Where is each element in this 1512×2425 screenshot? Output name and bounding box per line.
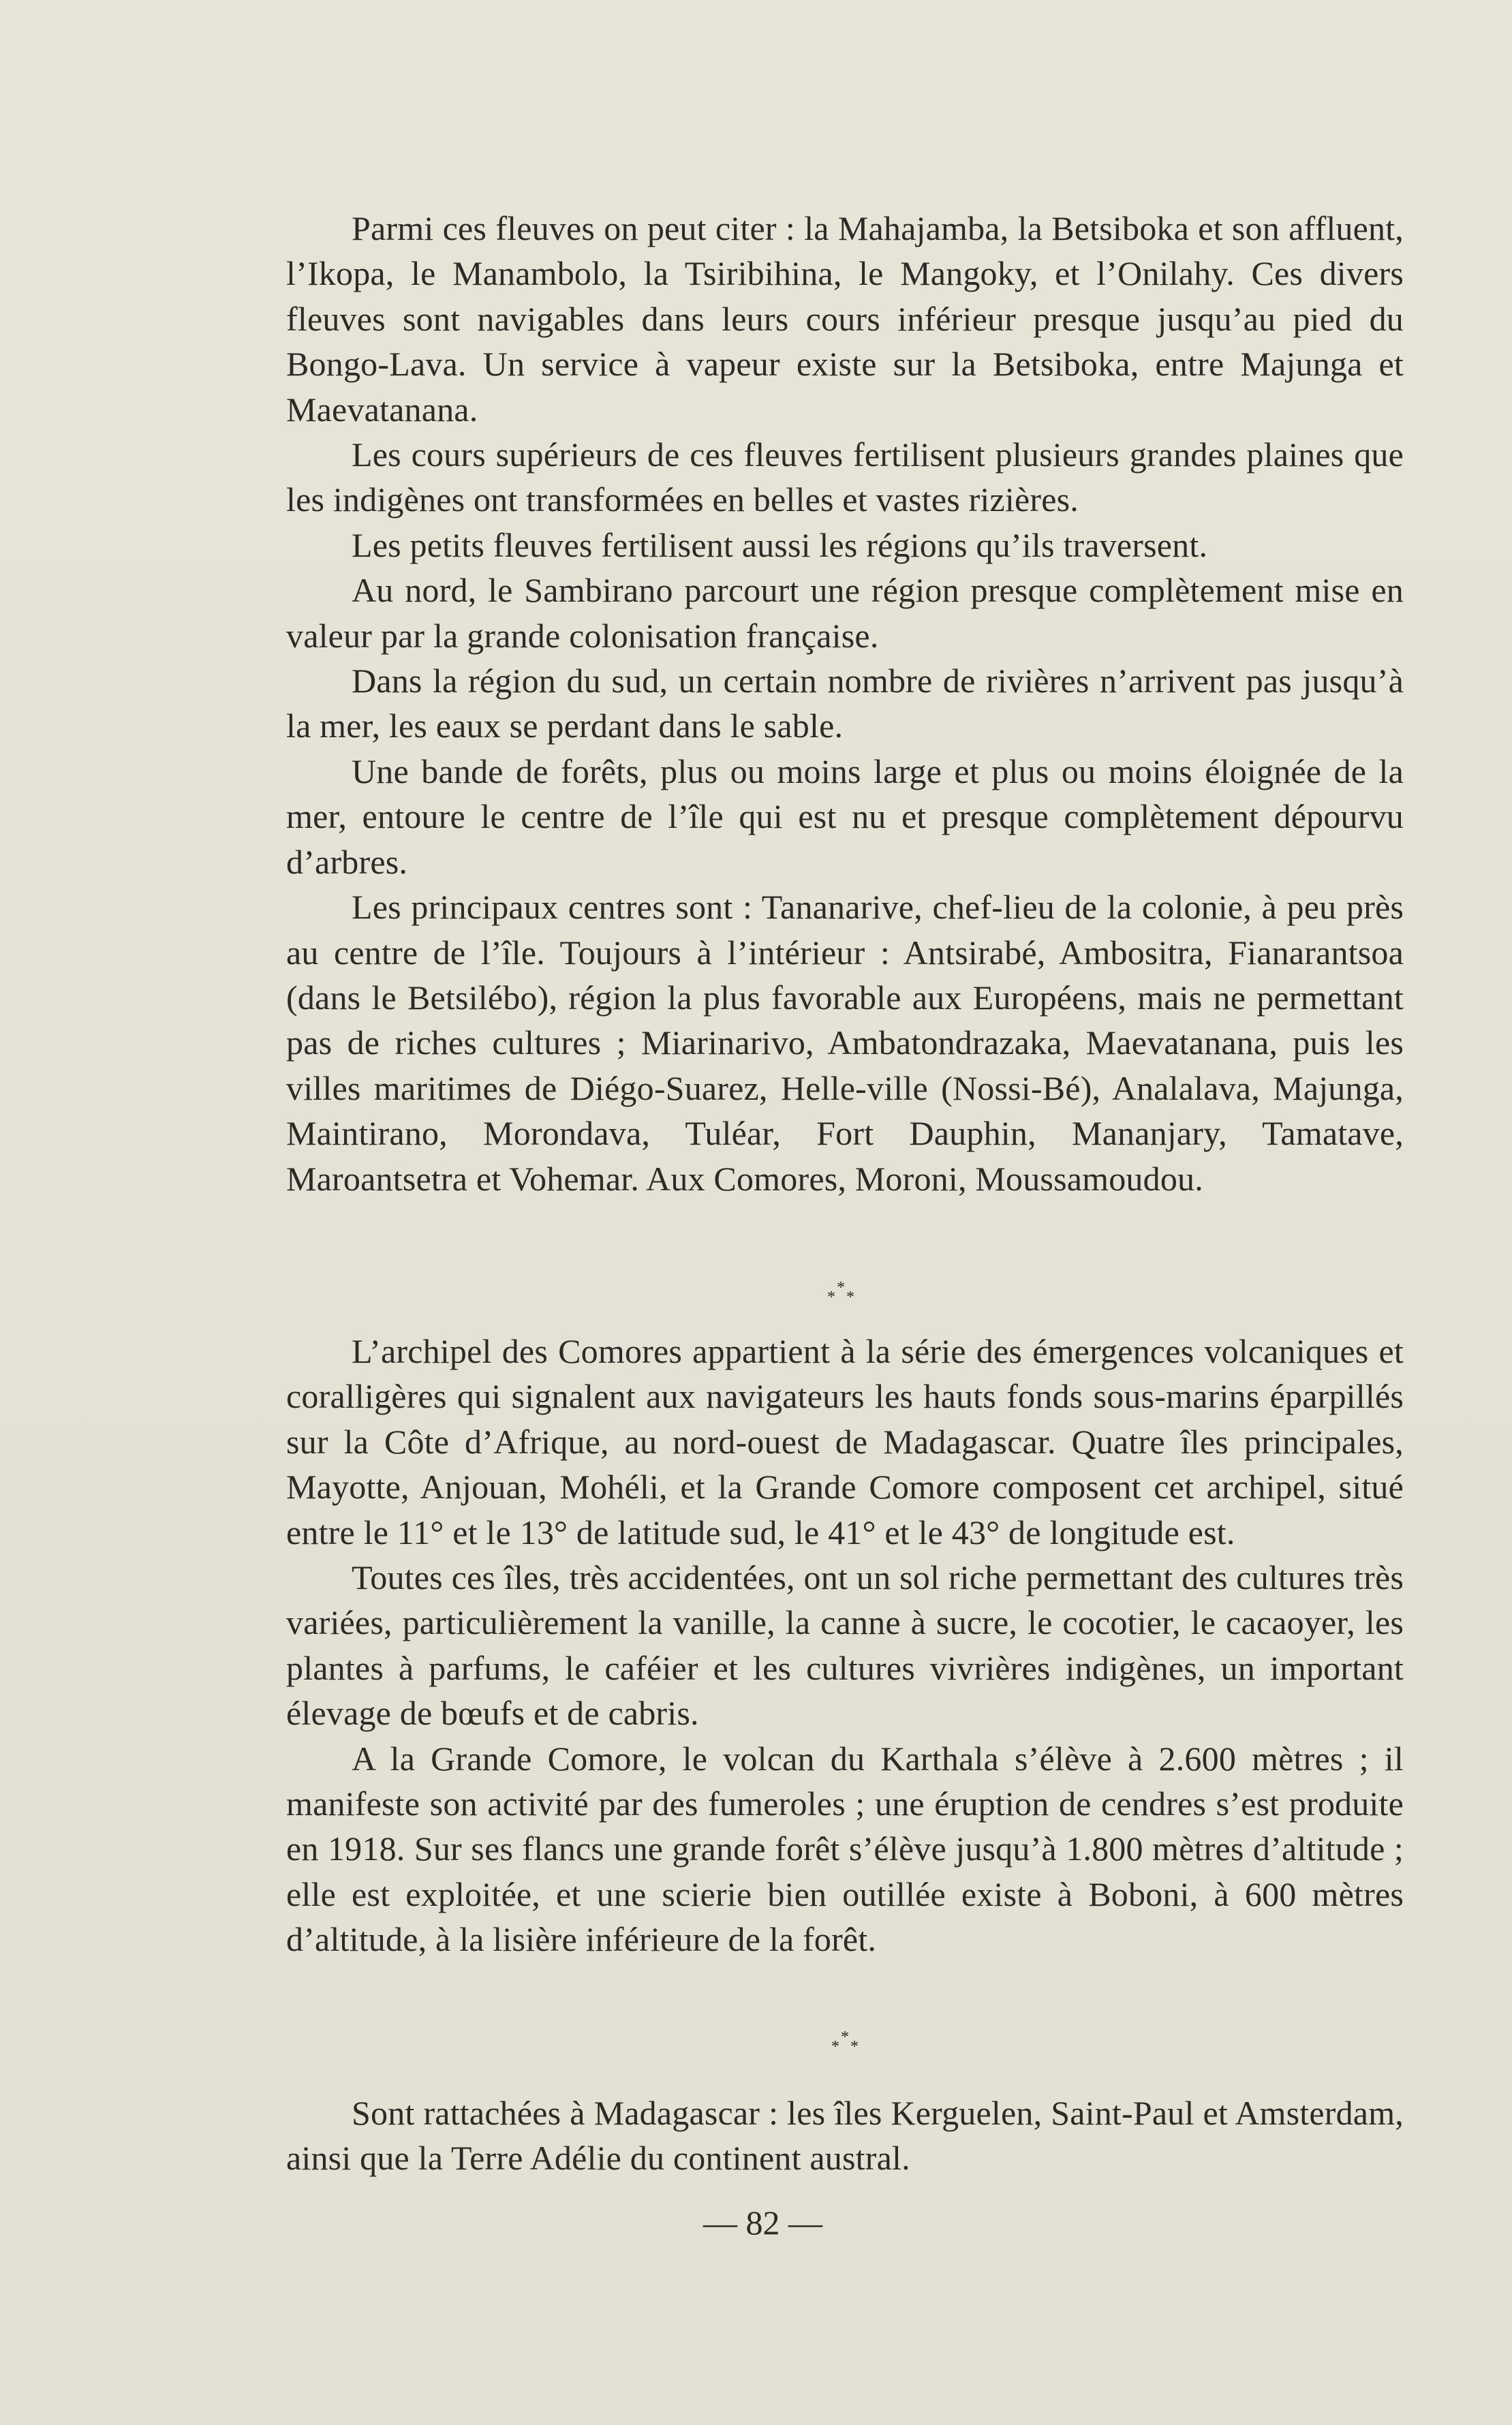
paragraph: Toutes ces îles, très accidentées, ont un sol riche permettant des cultures très variées, particulièrement la vanille, la canne à sucre, le cocotier, le cacaoyer, les plantes à parfums, le caféier et les cultures vivrières indigènes, un important élevage de bœufs et de cabris. — [286, 1558, 1404, 1733]
section-comoros — [286, 1329, 1404, 1962]
paragraph: Parmi ces fleuves on peut citer : la Mahajamba, la Betsiboka et son affluent, l’Ikopa, le Manambolo, la Tsiribihina, le Mangoky, et l’Onilahy. Ces divers fleuves sont navigables dans leurs cours inférieur presque jusqu’au pied du Bongo-Lava. Un service à vapeur existe sur la Betsiboka, entre Majunga et Maevatanana. — [286, 209, 1404, 429]
paragraph: Les petits fleuves fertilisent aussi les régions qu’ils traversent. — [352, 525, 1208, 564]
paragraph: L’archipel des Comores appartient à la série des émergences volcaniques et coralligères qui signalent aux navigateurs les hauts fonds sous-marins éparpillés sur la Côte d’Afrique, au nord-ouest de Madagascar. Quatre îles principales, Mayotte, Anjouan, Mohéli, et la Grande Comore composent cet archipel, situé entre le 11° et le 13° de latitude sud, le 41° et le 43° de longitude est. — [286, 1332, 1404, 1551]
asterisk: * — [827, 1288, 835, 1306]
asterisk: * — [831, 2038, 839, 2056]
paragraph: Les principaux centres sont : Tananarive, chef-lieu de la colonie, à peu près au centre de l’île. Toujours à l’intérieur : Antsirabé, Ambositra, Fianarantsoa (dans le Betsilébo), région la plus favorable aux Européens, mais ne permettant pas de riches cultures ; Miarinarivo, Ambatondrazaka, Maevatanana, puis les villes maritimes de Diégo-Suarez, Helle-ville (Nossi-Bé), Analalava, Majunga, Maintirano, Morondava, Tuléar, Fort Dauphin, Mananjary, Tamatave, Maroantsetra et Vohemar. Aux Comores, Moroni, Moussamoudou. — [286, 888, 1404, 1198]
section-rivers-and-cities — [286, 206, 1404, 1201]
section-attached-territories — [286, 2090, 1404, 2181]
page-number: — 82 — — [703, 2204, 822, 2242]
asterisk: * — [850, 2038, 859, 2056]
paragraph: Les cours supérieurs de ces fleuves fertilisent plusieurs grandes plaines que les indigènes ont transformées en belles et vastes rizières. — [286, 435, 1404, 519]
asterisk: * — [841, 2028, 849, 2046]
asterism-separator — [818, 1280, 872, 1310]
paragraph: Une bande de forêts, plus ou moins large et plus ou moins éloignée de la mer, entoure le centre de l’île qui est nu et presque complètement dépourvu d’arbres. — [286, 752, 1404, 881]
asterism-separator — [822, 2029, 876, 2059]
paragraph: A la Grande Comore, le volcan du Karthala s’élève à 2.600 mètres ; il manifeste son activité par des fumeroles ; une éruption de cendres s’est produite en 1918. Sur ses flancs une grande forêt s’élève jusqu’à 1.800 mètres d’altitude ; elle est exploitée, et une scierie bien outillée existe à Boboni, à 600 mètres d’altitude, à la lisière inférieure de la forêt. — [286, 1739, 1404, 1959]
paragraph: Dans la région du sud, un certain nombre de rivières n’arrivent pas jusqu’à la mer, les eaux se perdant dans le sable. — [286, 662, 1404, 745]
asterisk: * — [837, 1279, 845, 1297]
paragraph: Au nord, le Sambirano parcourt une région presque complètement mise en valeur par la grande colonisation française. — [286, 571, 1404, 655]
asterisk: * — [846, 1288, 854, 1306]
paragraph: Sont rattachées à Madagascar : les îles Kerguelen, Saint-Paul et Amsterdam, ainsi que la Terre Adélie du continent austral. — [286, 2094, 1404, 2178]
